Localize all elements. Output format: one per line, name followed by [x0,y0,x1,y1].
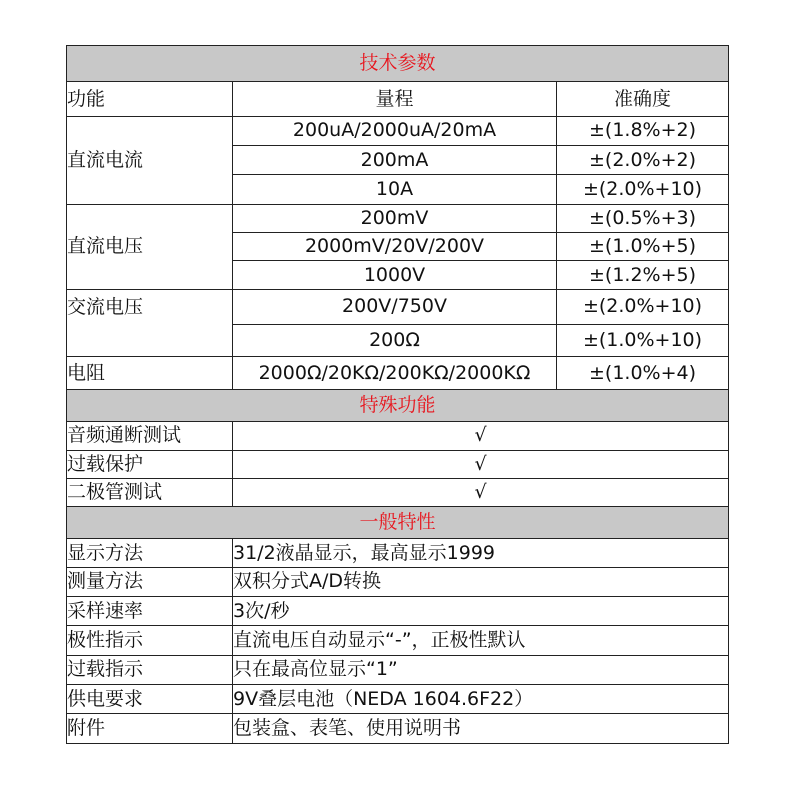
general-feature-label: 采样速率 [67,597,233,626]
special-feature-label: 过载保护 [67,450,233,478]
general-feature-value: 双积分式A/D转换 [233,567,729,596]
special-feature-check: √ [233,450,729,478]
dc-voltage-range-1: 200mV [233,204,557,232]
resistance-range: 2000Ω/20KΩ/200KΩ/2000KΩ [233,357,557,389]
header-function: 功能 [67,82,233,116]
section-title-general: 一般特性 [67,507,729,539]
dc-current-accuracy-3: ±(2.0%+10) [557,175,729,204]
ac-voltage-range-1: 200V/750V [233,289,557,324]
general-feature-value: 直流电压自动显示“-”，正极性默认 [233,626,729,655]
dc-voltage-accuracy-2: ±(1.0%+5) [557,233,729,261]
dc-current-accuracy-1: ±(1.8%+2) [557,116,729,145]
dc-current-range-3: 10A [233,175,557,204]
dc-current-label: 直流电流 [67,116,233,204]
resistance-label: 电阻 [67,357,233,389]
general-feature-label: 供电要求 [67,685,233,714]
section-title-special: 特殊功能 [67,389,729,421]
special-feature-label: 音频通断测试 [67,422,233,450]
general-feature-value: 31/2液晶显示，最高显示1999 [233,539,729,567]
general-feature-value: 9V叠层电池（NEDA 1604.6F22） [233,685,729,714]
general-feature-label: 极性指示 [67,626,233,655]
general-feature-label: 显示方法 [67,539,233,567]
dc-voltage-range-2: 2000mV/20V/200V [233,233,557,261]
general-feature-label: 过载指示 [67,655,233,684]
dc-current-range-2: 200mA [233,146,557,175]
ac-voltage-range-2: 200Ω [233,325,557,357]
dc-voltage-label: 直流电压 [67,204,233,289]
dc-current-range-1: 200uA/2000uA/20mA [233,116,557,145]
general-feature-value: 只在最高位显示“1” [233,655,729,684]
ac-voltage-accuracy-2: ±(1.0%+10) [557,325,729,357]
general-feature-label: 附件 [67,714,233,744]
header-range: 量程 [233,82,557,116]
ac-voltage-accuracy-1: ±(2.0%+10) [557,289,729,324]
dc-voltage-accuracy-1: ±(0.5%+3) [557,204,729,232]
ac-voltage-label: 交流电压 [67,289,233,357]
dc-voltage-accuracy-3: ±(1.2%+5) [557,261,729,289]
spec-table [66,45,729,744]
special-feature-check: √ [233,422,729,450]
special-feature-label: 二极管测试 [67,478,233,506]
dc-current-accuracy-2: ±(2.0%+2) [557,146,729,175]
general-feature-label: 测量方法 [67,567,233,596]
section-title-tech: 技术参数 [67,46,729,82]
header-accuracy: 准确度 [557,82,729,116]
general-feature-value: 包装盒、表笔、使用说明书 [233,714,729,744]
resistance-accuracy: ±(1.0%+4) [557,357,729,389]
dc-voltage-range-3: 1000V [233,261,557,289]
special-feature-check: √ [233,478,729,506]
general-feature-value: 3次/秒 [233,597,729,626]
